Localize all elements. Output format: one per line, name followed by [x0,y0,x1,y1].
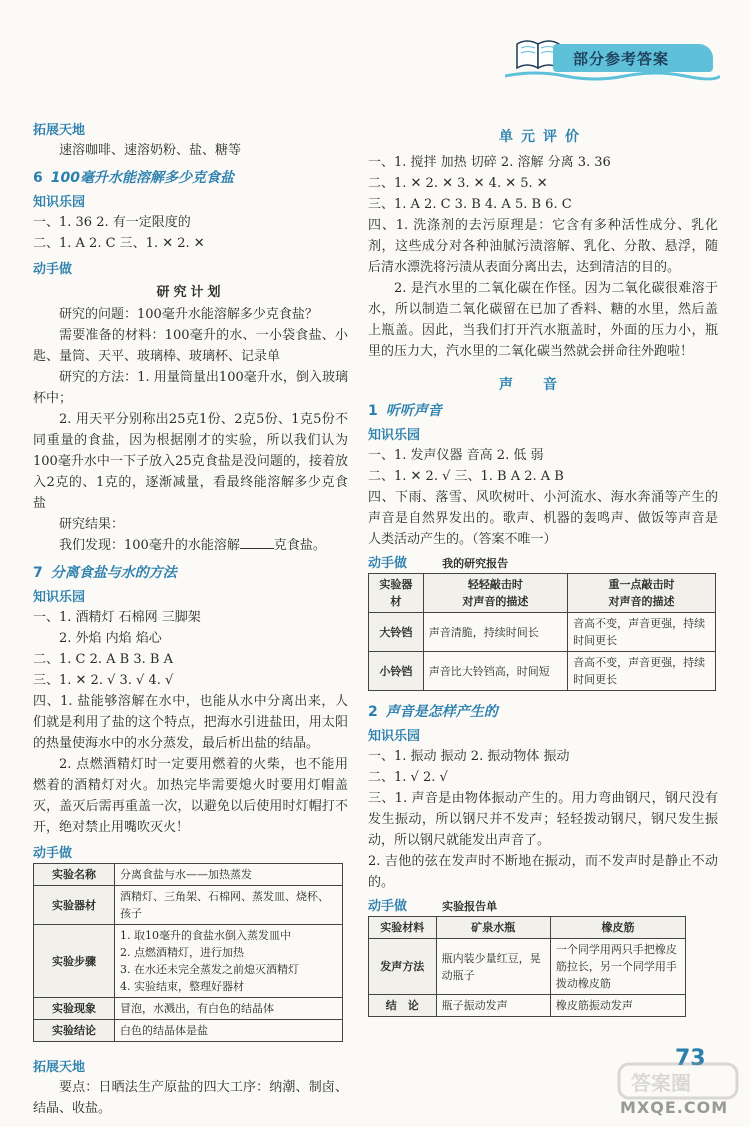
row-label: 实验名称 [34,864,115,886]
experiment-table [33,863,343,1042]
watermark-text: MXQE.COM [620,1098,729,1117]
column-header: 重一点敲击时 对声音的描述 [568,574,716,613]
column-header: 实验器材 [369,574,424,613]
do-row [368,895,718,914]
table-row [369,613,716,652]
row-label: 实验器材 [34,886,115,925]
answer-line: 三、1. A 2. C 3. B 4. A 5. B 6. C [368,197,572,212]
plan-paragraph: 研究的问题：100毫升水能溶解多少克食盐？ [59,307,318,322]
section-heading: 知识乐园 [368,729,421,744]
experiment-report-table [368,916,686,1017]
plan-paragraph: 需要准备的材料：100毫升的水、一小袋食盐、小匙、量筒、天平、玻璃棒、玻璃杯、记录单 [33,328,348,364]
section-heading: 动手做 [368,899,408,914]
table-row [34,864,343,886]
lesson-title [33,562,348,582]
table-cell: 音高不变，声音更强，持续时间更长 [568,613,716,652]
answer-line: 三、1. ✕ 2. √ 3. √ 4. √ [33,673,174,688]
plan-paragraph: 2. 用天平分别称出25克1份、2克5份、1克5份不同重量的食盐，因为根据刚才的实验，所以我们认为100毫升水中一下子放入25克食盐是没问题的，接着放入2克的、1克的，逐渐减量，看最终能溶解多少克食盐 [33,412,348,511]
expand-line: 速溶咖啡、速溶奶粉、盐、糖等 [59,143,242,158]
table-row [369,652,716,691]
table-cell: 橡皮筋振动发声 [550,995,685,1017]
plan-paragraph: 研究结果： [59,517,125,532]
answer-paragraph: 三、1. 声音是由物体振动产生的。用力弯曲钢尺，钢尺没有发生振动，所以钢尺并不发声；轻轻拨动钢尺，钢尺发生振动，所以钢尺就能发出声音了。 [368,791,718,848]
lesson-title-text: 分离食盐与水的方法 [50,565,177,581]
answer-paragraph: 四、1. 盐能够溶解在水中，也能从水中分离出来，人们就是利用了盐的这个特点，把海水引进盐田，用太阳的热量使海水中的水分蒸发，最后析出盐的结晶。 [33,694,348,751]
answer-line: 二、1. A 2. C 三、1. ✕ 2. ✕ [33,236,205,251]
plan-paragraph [33,535,348,556]
section-heading: 知识乐园 [33,590,86,605]
header-wave [505,70,720,82]
row-label: 发声方法 [369,939,437,995]
section-heading: 动手做 [33,262,73,277]
column-header: 矿泉水瓶 [436,917,550,939]
row-value: 酒精灯、三角架、石棉网、蒸发皿、烧杯、孩子 [115,886,343,925]
right-column [368,122,718,1017]
table-cell: 一个同学用两只手把橡皮筋拉长，另一个同学用手拨动橡皮筋 [550,939,685,995]
fill-blank [240,536,274,549]
row-label: 实验结论 [34,1020,115,1042]
research-report-table [368,573,716,691]
row-label: 大铃铛 [369,613,424,652]
row-value: 分离食盐与水——加热蒸发 [115,864,343,886]
answer-line: 二、1. √ 2. √ [368,770,448,785]
section-heading: 知识乐园 [33,195,86,210]
column-header: 实验材料 [369,917,437,939]
lesson-title-text: 听听声音 [385,403,442,419]
row-value: 冒泡，水溅出，有白色的结晶体 [115,998,343,1020]
answer-line: 一、1. 搅拌 加热 切碎 2. 溶解 分离 3. 36 [368,155,611,170]
lesson-title [368,400,718,420]
row-label: 小铃铛 [369,652,424,691]
lesson-title [368,701,718,721]
lesson-title [33,167,348,187]
answer-paragraph: 2. 是汽水里的二氧化碳在作怪。因为二氧化碳很难溶于水，所以制造二氧化碳留在已加了香料、糖的水里，然后盖上瓶盖。因此，当我们打开汽水瓶盖时，外面的压力小，瓶里的压力大，汽水里的二氧化碳当然就会拼命往外跑啦！ [368,281,718,359]
answer-line: 二、1. C 2. A B 3. B A [33,652,173,667]
answer-line: 一、1. 酒精灯 石棉网 三脚架 [33,610,201,625]
table-cell: 瓶子振动发声 [436,995,550,1017]
header-title: 部分参考答案 [573,50,670,68]
answer-line: 一、1. 36 2. 有一定限度的 [33,215,191,230]
result-suffix: 克食盐。 [273,538,326,553]
unit-eval-title: 单元评价 [499,129,587,145]
svg-text:答案圈: 答案圈 [631,1071,691,1095]
table-cell: 声音清脆，持续时间长 [423,613,567,652]
answer-line: 二、1. ✕ 2. √ 三、1. B A 2. A B [368,469,564,484]
row-label: 实验步骤 [34,925,115,998]
left-column [33,115,348,1119]
header-badge [505,30,720,86]
do-row [368,552,718,571]
table-row [369,995,686,1017]
table-header-row [369,917,686,939]
column-header: 轻轻敲击时 对声音的描述 [423,574,567,613]
row-label: 结 论 [369,995,437,1017]
answer-line: 一、1. 振动 振动 2. 振动物体 振动 [368,749,570,764]
report-title: 实验报告单 [442,900,498,913]
lesson-number: 2 [368,704,378,720]
report-title: 我的研究报告 [442,557,509,570]
row-label: 实验现象 [34,998,115,1020]
table-row [34,1020,343,1042]
answer-paragraph: 四、1. 洗涤剂的去污原理是：它含有多种活性成分、乳化剂，这些成分对各种油腻污渍溶解、乳化、分散、悬浮，随后清水漂洗将污渍从表面分离出去，达到清洁的目的。 [368,218,718,275]
unit-title: 声音 [499,377,587,393]
table-row [369,939,686,995]
answer-line: 2. 外焰 内焰 焰心 [59,631,162,646]
lesson-number: 1 [368,403,378,419]
section-heading: 动手做 [368,556,408,571]
result-prefix: 我们发现：100毫升的水能溶解 [59,538,240,553]
table-cell: 声音比大铃铛高，时间短 [423,652,567,691]
row-value: 1. 取10毫升的食盐水倒入蒸发皿中 2. 点燃酒精灯，进行加热 3. 在水还未完全蒸发之前熄灭酒精灯 4. 实验结束，整理好器材 [115,925,343,998]
lesson-number: 7 [33,565,43,581]
section-heading: 动手做 [33,846,73,861]
column-header: 橡皮筋 [550,917,685,939]
row-value: 白色的结晶体是盐 [115,1020,343,1042]
lesson-title-text: 声音是怎样产生的 [385,704,498,720]
plan-title: 研究计划 [156,285,225,300]
section-heading: 拓展天地 [33,1060,86,1075]
answer-line: 一、1. 发声仪器 音高 2. 低 弱 [368,448,544,463]
plan-paragraph: 研究的方法：1. 用量筒量出100毫升水，倒入玻璃杯中； [33,370,348,406]
table-header-row [369,574,716,613]
lesson-title-text: 100毫升水能溶解多少克食盐 [50,170,234,186]
expand-paragraph: 要点：日晒法生产原盐的四大工序：纳潮、制卤、结晶、收盐。 [33,1080,348,1116]
table-cell: 音高不变，声音更强，持续时间更长 [568,652,716,691]
table-row [34,886,343,925]
answer-paragraph: 2. 点燃酒精灯时一定要用燃着的火柴，也不能用燃着的酒精灯对火。加热完毕需要熄火时要用灯帽盖灭，盖灭后需再重盖一次，以避免以后使用时灯帽打不开，绝对禁止用嘴吹灭火！ [33,757,348,835]
table-row [34,998,343,1020]
section-heading: 拓展天地 [33,123,86,138]
answer-paragraph: 四、下雨、落雪、风吹树叶、小河流水、海水奔涌等产生的声音是自然界发出的。歌声、机器的轰鸣声、做饭等声音是人类活动产生的。（答案不唯一） [368,490,718,547]
table-row [34,925,343,998]
section-heading: 知识乐园 [368,428,421,443]
answer-paragraph: 2. 吉他的弦在发声时不断地在振动，而不发声时是静止不动的。 [368,854,718,890]
lesson-number: 6 [33,170,43,186]
page-number: 73 [675,1046,706,1071]
table-cell: 瓶内装少量红豆，晃动瓶子 [436,939,550,995]
answer-line: 二、1. ✕ 2. ✕ 3. ✕ 4. ✕ 5. ✕ [368,176,548,191]
